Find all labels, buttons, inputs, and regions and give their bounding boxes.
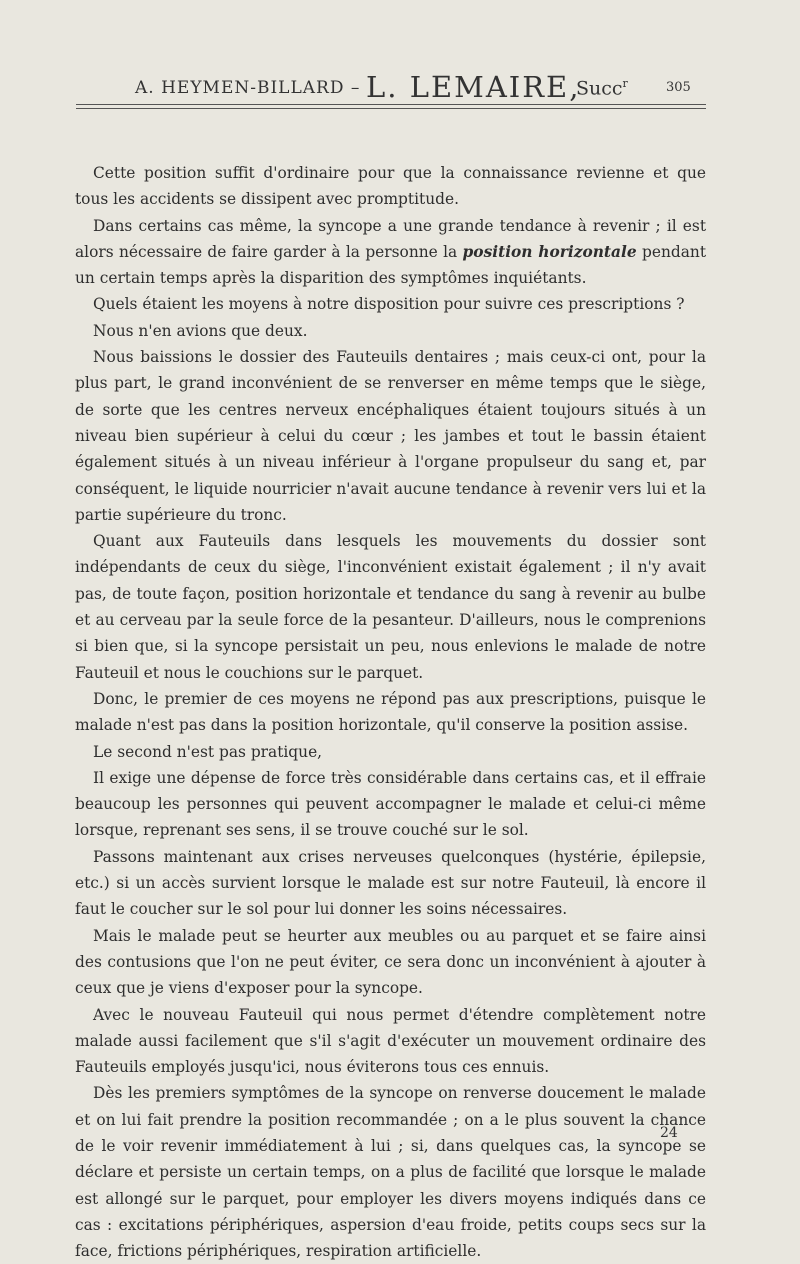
footer-page-number: 24 [660,1125,678,1141]
paragraph: Quant aux Fauteuils dans lesquels les mouvements du dossier sont indépendants de ceux du siège, l'inconvénient existait également ; il n'y avait pas, de toute façon, position horizontale et tendance du sang à revenir au bulbe et au cerveau par la seule force de la pesanteur. D'ailleurs, nous le comprenions si bien que, si la syncope persistait un peu, nous enlevions le malade de notre Fauteuil et nous le couchions sur le parquet. [75,532,706,682]
header-page-number: 305 [666,80,691,95]
header-rule-top [76,104,706,105]
header-successor: Succ$^r$ [576,77,628,100]
paragraph: Donc, le premier de ces moyens ne répond pas aux prescriptions, puisque le malade n'est pas dans la position horizontale, qu'il conserve la position assise. [75,689,706,735]
header-rule-bottom [76,108,706,109]
paragraph: Dès les premiers symptômes de la syncope on renverse doucement le malade et on lui fait prendre la position recommandée ; on a le plus souvent la chance de le voir revenir immédiatement à lui ; si, dans quelques cas, la syncope se déclare et persiste un certain temps, on a plus de facilité que lorsque le malade est allongé sur le parquet, pour employer les divers moyens indiqués dans ce cas : excitations périphériques, aspersion d'eau froide, petits coups secs sur la face, frictions périphériques, respiration artificielle. [75,1084,706,1261]
paragraph: Avec le nouveau Fauteuil qui nous permet d'étendre complètement notre malade aussi facilement que s'il s'agit d'exécuter un mouvement ordinaire des Fauteuils employés jusqu'ici, nous éviterons tous ces ennuis. [75,1005,706,1077]
page-header [0,70,800,104]
emphasis-text: position horizontale [462,242,637,261]
paragraph: Passons maintenant aux crises nerveuses quelconques (hystérie, épilepsie, etc.) si un accès survient lorsque le malade est sur notre Fauteuil, là encore il faut le coucher sur le sol pour lui donner les soins nécessaires. [75,847,706,919]
paragraph: Il exige une dépense de force très considérable dans certains cas, et il effraie beaucoup les personnes qui peuvent accompagner le malade et celui-ci même lorsque, reprenant ses sens, il se trouve couché sur le sol. [75,768,706,840]
body-text [75,160,706,1264]
paragraph: Mais le malade peut se heurter aux meubles ou au parquet et se faire ainsi des contusions que l'on ne peut éviter, ce sera donc un inconvénient à ajouter à ceux que je viens d'exposer pour la syncope. [75,926,706,998]
header-author: A. HEYMEN-BILLARD – [135,78,361,98]
paragraph: Dans certains cas même, la syncope a une grande tendance à revenir ; il est alors nécessaire de faire garder à la personne la position horizontale pendant un certain temps après la disparition des symptômes inquiétants. [75,216,706,288]
paragraph: Nous n'en avions que deux. [93,321,308,340]
header-brand: L. LEMAIRE, [366,70,581,104]
paragraph: Le second n'est pas pratique, [93,742,323,761]
paragraph: Quels étaient les moyens à notre disposition pour suivre ces prescriptions ? [93,295,685,314]
paragraph: Nous baissions le dossier des Fauteuils dentaires ; mais ceux-ci ont, pour la plus part, le grand inconvénient de se renverser en même temps que le siège, de sorte que les centres nerveux encéphaliques étaient toujours situés à un niveau bien supérieur à celui du cœur ; les jambes et tout le bassin étaient également situés à un niveau inférieur à l'organe propulseur du sang et, par conséquent, le liquide nourricier n'avait aucune tendance à revenir vers lui et la partie supérieure du tronc. [75,348,706,524]
paragraph: Cette position suffit d'ordinaire pour que la connaissance revienne et que tous les accidents se dissipent avec promptitude. [75,164,706,209]
